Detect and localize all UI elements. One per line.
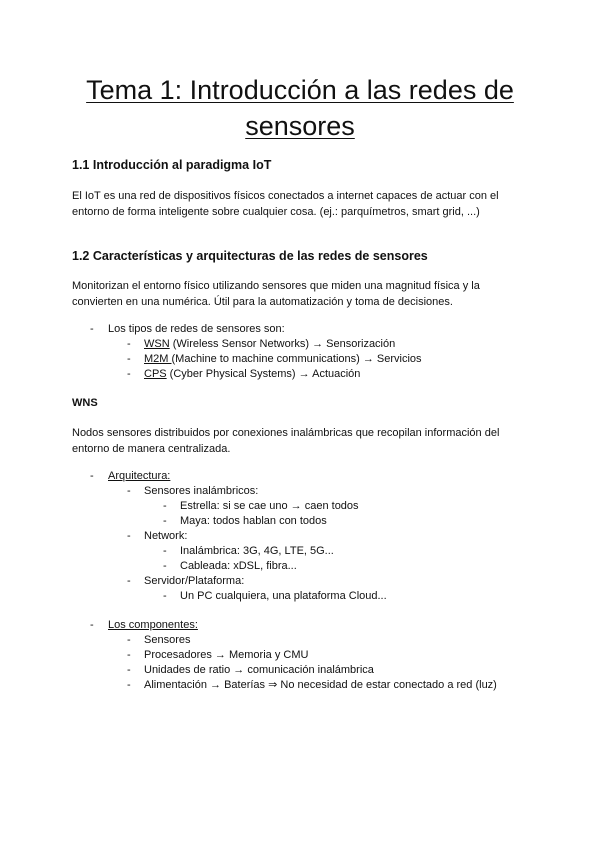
list-item-text: Inalámbrica: 3G, 4G, LTE, 5G... xyxy=(180,545,334,557)
bullet-dash: - xyxy=(163,590,167,602)
list-item xyxy=(72,589,497,604)
bullet-dash: - xyxy=(127,338,131,350)
list-spacer xyxy=(72,604,497,618)
architecture-label: Arquitectura: xyxy=(108,470,171,482)
bullet-dash: - xyxy=(127,575,131,587)
section-paragraph-architectures xyxy=(72,278,532,310)
list-item xyxy=(72,352,422,367)
title-line-2: sensores xyxy=(245,111,355,141)
list-item-text: Alimentación → Baterías ⇒ No necesidad de estar conectado a red (luz) xyxy=(144,679,497,691)
bullet-dash: - xyxy=(163,560,167,572)
subsection-paragraph-wns xyxy=(72,425,532,457)
list-item xyxy=(72,574,497,589)
title-line-1: Tema 1: Introducción a las redes de xyxy=(86,75,514,105)
paragraph-line: El IoT es una red de dispositivos físicos conectados a internet capaces de actuar con el xyxy=(72,190,499,202)
type-abbreviation: M2M xyxy=(144,353,172,365)
section-heading-iot: 1.1 Introducción al paradigma IoT xyxy=(72,158,272,172)
list-item xyxy=(72,529,497,544)
list-item-text: Un PC cualquiera, una plataforma Cloud... xyxy=(180,590,387,602)
type-description: (Wireless Sensor Networks) → Sensorización xyxy=(169,338,396,350)
bullet-dash: - xyxy=(127,634,131,646)
list-item-text: Los tipos de redes de sensores son: xyxy=(108,323,285,335)
list-item-text: Estrella: si se cae uno → caen todos xyxy=(180,500,359,512)
bullet-dash: - xyxy=(127,353,131,365)
components-label: Los componentes: xyxy=(108,619,198,631)
list-item xyxy=(72,469,497,484)
paragraph-line: convierten en una numérica. Útil para la automatización y toma de decisiones. xyxy=(72,296,453,308)
list-item-text: Network: xyxy=(144,530,188,542)
type-abbreviation: CPS xyxy=(144,368,167,380)
list-item xyxy=(72,544,497,559)
list-item xyxy=(72,322,422,337)
list-item-text: Procesadores → Memoria y CMU xyxy=(144,649,309,661)
bullet-dash: - xyxy=(127,368,131,380)
list-item xyxy=(72,337,422,352)
list-item-text: Sensores xyxy=(144,634,191,646)
bullet-dash: - xyxy=(163,545,167,557)
sensor-network-types-list xyxy=(72,322,422,382)
list-item xyxy=(72,367,422,382)
bullet-dash: - xyxy=(90,323,94,335)
section-paragraph-iot xyxy=(72,188,532,220)
paragraph-line: entorno de manera centralizada. xyxy=(72,443,231,455)
type-description: (Machine to machine communications) → Servicios xyxy=(171,353,422,365)
bullet-dash: - xyxy=(90,470,94,482)
bullet-dash: - xyxy=(127,664,131,676)
list-item xyxy=(72,499,497,514)
list-item xyxy=(72,484,497,499)
wns-details-list xyxy=(72,469,497,693)
list-item xyxy=(72,678,497,693)
list-item xyxy=(72,618,497,633)
list-item-text: Unidades de ratio → comunicación inalámbrica xyxy=(144,664,374,676)
bullet-dash: - xyxy=(127,679,131,691)
type-abbreviation: WSN xyxy=(144,338,170,350)
subsection-heading-wns: WNS xyxy=(72,397,98,409)
list-item xyxy=(72,559,497,574)
paragraph-line: Nodos sensores distribuidos por conexiones inalámbricas que recopilan información del xyxy=(72,427,500,439)
section-heading-architectures: 1.2 Características y arquitecturas de las redes de sensores xyxy=(72,249,428,263)
list-item xyxy=(72,648,497,663)
type-description: (Cyber Physical Systems) → Actuación xyxy=(166,368,361,380)
list-item-text: Sensores inalámbricos: xyxy=(144,485,259,497)
bullet-dash: - xyxy=(127,485,131,497)
list-item xyxy=(72,514,497,529)
bullet-dash: - xyxy=(163,500,167,512)
bullet-dash: - xyxy=(163,515,167,527)
list-item-text: Servidor/Plataforma: xyxy=(144,575,245,587)
page-title xyxy=(60,72,540,144)
bullet-dash: - xyxy=(90,619,94,631)
list-item-text: Maya: todos hablan con todos xyxy=(180,515,327,527)
bullet-dash: - xyxy=(127,649,131,661)
bullet-dash: - xyxy=(127,530,131,542)
list-item-text: Cableada: xDSL, fibra... xyxy=(180,560,297,572)
list-item xyxy=(72,633,497,648)
paragraph-line: Monitorizan el entorno físico utilizando sensores que miden una magnitud física y la xyxy=(72,280,480,292)
paragraph-line: entorno de forma inteligente sobre cualquier cosa. (ej.: parquímetros, smart grid, ...) xyxy=(72,206,480,218)
list-item xyxy=(72,663,497,678)
